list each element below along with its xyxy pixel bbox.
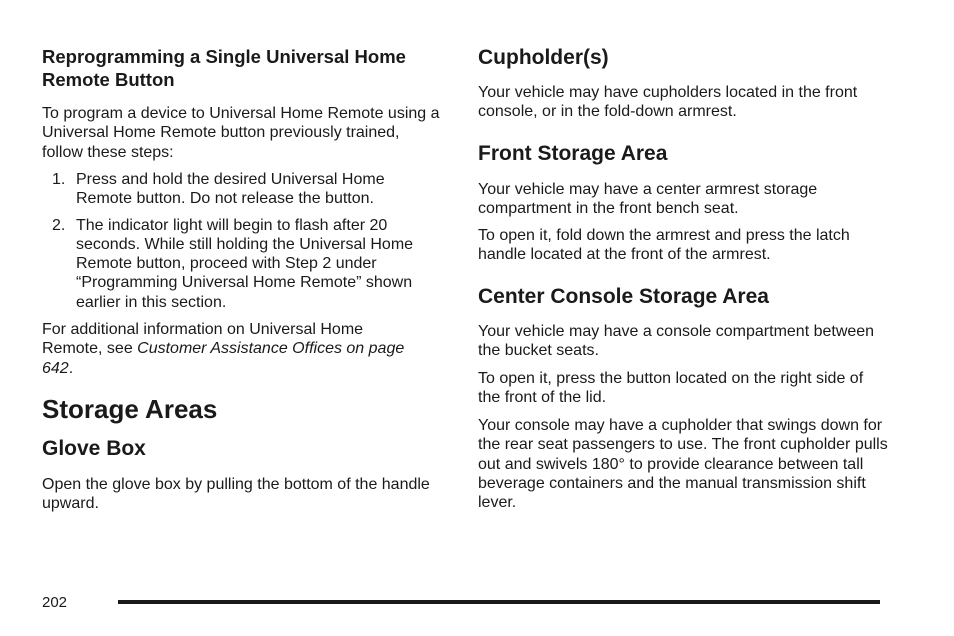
reprogram-intro: To program a device to Universal Home Remote using a Universal Home Remote button previously trained, follow these steps: <box>42 105 440 161</box>
center-console-heading: Center Console Storage Area <box>478 285 769 308</box>
step-item <box>42 216 442 312</box>
front-storage-heading: Front Storage Area <box>478 142 668 165</box>
step-item <box>42 170 442 209</box>
front-storage-text-1: Your vehicle may have a center armrest storage compartment in the front bench seat. <box>478 181 818 218</box>
step-number: 2. <box>52 216 66 234</box>
customer-assistance-link[interactable]: Customer Assistance Offices on page 642 <box>42 340 405 377</box>
step-text: The indicator light will begin to flash after 20 seconds. While still holding the Universal Home Remote button, proceed with Step 2 under “Programming Universal Home Remote” shown earlier in this section. <box>76 216 414 311</box>
page-number: 202 <box>42 594 68 611</box>
reprogram-heading: Reprogramming a Single Universal Home Remote Button <box>42 46 406 90</box>
additional-info <box>42 320 412 378</box>
cupholders-text: Your vehicle may have cupholders located in the front console, or in the fold-down armrest. <box>478 84 858 121</box>
storage-areas-title: Storage Areas <box>42 394 218 424</box>
front-storage-text-2: To open it, fold down the armrest and press the latch handle located at the front of the armrest. <box>478 227 850 264</box>
glove-box-heading: Glove Box <box>42 437 146 460</box>
additional-info-period: . <box>68 359 74 377</box>
step-number: 1. <box>52 171 66 188</box>
center-console-text-1: Your vehicle may have a console compartment between the bucket seats. <box>478 323 875 360</box>
step-text: Press and hold the desired Universal Home Remote button. Do not release the button. <box>76 171 385 208</box>
footer-rule <box>118 600 880 604</box>
center-console-text-2: To open it, press the button located on the right side of the front of the lid. <box>478 370 864 407</box>
cupholders-heading: Cupholder(s) <box>478 46 609 69</box>
glove-box-text: Open the glove box by pulling the bottom of the handle upward. <box>42 476 430 513</box>
center-console-text-3: Your console may have a cupholder that swings down for the rear seat passengers to use. The front cupholder pulls out and swivels 180° to provide clearance between tall beverage containers and the manual transmission shift lever. <box>478 417 888 512</box>
steps-list <box>42 170 442 312</box>
additional-info-text: For additional information on Universal Home Remote, see <box>42 321 364 358</box>
